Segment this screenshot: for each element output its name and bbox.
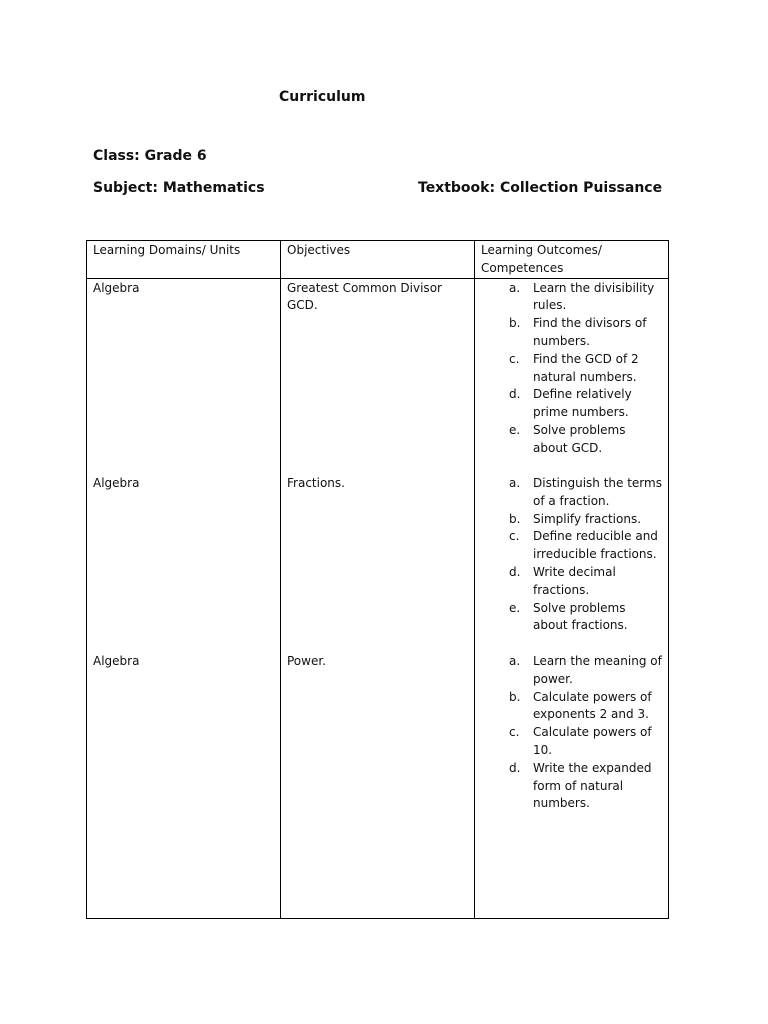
outcomes-list xyxy=(481,653,662,813)
list-item xyxy=(502,422,662,458)
table-row xyxy=(87,652,669,918)
objective-cell: Greatest Common Divisor GCD. xyxy=(281,278,475,474)
list-item xyxy=(502,386,662,422)
table-header-row xyxy=(87,241,669,279)
header-objectives: Objectives xyxy=(281,241,475,279)
objective-cell: Fractions. xyxy=(281,474,475,652)
outcomes-list xyxy=(481,475,662,635)
class-label: Class: Grade 6 xyxy=(93,148,207,164)
objective-cell: Power. xyxy=(281,652,475,918)
outcome-text: Calculate powers of exponents 2 and 3. xyxy=(533,689,652,722)
outcomes-cell xyxy=(475,652,669,918)
list-item xyxy=(502,315,662,351)
list-item xyxy=(502,511,662,529)
list-item xyxy=(502,351,662,387)
domain-cell: Algebra xyxy=(87,278,281,474)
list-marker: b. xyxy=(509,316,521,331)
list-item xyxy=(502,528,662,564)
list-marker: c. xyxy=(509,529,520,544)
list-marker: e. xyxy=(509,422,521,437)
domain-cell: Algebra xyxy=(87,474,281,652)
outcome-text: Define reducible and irreducible fractions. xyxy=(533,529,658,562)
outcome-text: Distinguish the terms of a fraction. xyxy=(533,476,662,508)
outcome-text: Solve problems about GCD. xyxy=(533,422,626,455)
outcome-text: Find the GCD of 2 natural numbers. xyxy=(533,351,639,384)
header-learning-outcomes: Learning Outcomes/ Competences xyxy=(475,241,669,279)
outcomes-list xyxy=(481,280,662,458)
curriculum-table xyxy=(86,240,669,919)
outcomes-cell xyxy=(475,278,669,474)
outcome-text: Find the divisors of numbers. xyxy=(533,316,647,348)
list-marker: d. xyxy=(509,760,521,775)
list-marker: b. xyxy=(509,689,521,704)
header-learning-domains: Learning Domains/ Units xyxy=(87,241,281,279)
list-item xyxy=(502,564,662,600)
list-item xyxy=(502,280,662,316)
list-marker: a. xyxy=(509,476,521,491)
outcome-text: Solve problems about fractions. xyxy=(533,600,628,633)
outcome-text: Define relatively prime numbers. xyxy=(533,387,632,420)
list-marker: b. xyxy=(509,511,521,526)
subject-label: Subject: Mathematics xyxy=(93,180,265,196)
list-item xyxy=(502,760,662,813)
domain-cell: Algebra xyxy=(87,652,281,918)
outcome-text: Learn the meaning of power. xyxy=(533,654,662,686)
outcome-text: Write decimal fractions. xyxy=(533,565,616,597)
list-item xyxy=(502,475,662,511)
outcomes-cell xyxy=(475,474,669,652)
outcome-text: Learn the divisibility rules. xyxy=(533,280,655,313)
list-marker: c. xyxy=(509,725,520,740)
list-item xyxy=(502,653,662,689)
outcome-text: Calculate powers of 10. xyxy=(533,725,652,758)
list-marker: e. xyxy=(509,600,521,615)
list-marker: c. xyxy=(509,351,520,366)
list-marker: d. xyxy=(509,565,521,580)
list-marker: d. xyxy=(509,387,521,402)
document-title: Curriculum xyxy=(279,89,366,105)
list-marker: a. xyxy=(509,280,521,295)
table-row xyxy=(87,474,669,652)
list-item xyxy=(502,724,662,760)
outcome-text: Simplify fractions. xyxy=(533,511,642,526)
list-item xyxy=(502,689,662,725)
list-marker: a. xyxy=(509,654,521,669)
table-row xyxy=(87,278,669,474)
textbook-label: Textbook: Collection Puissance xyxy=(418,180,663,196)
outcome-text: Write the expanded form of natural numbers. xyxy=(533,760,652,811)
list-item xyxy=(502,600,662,636)
